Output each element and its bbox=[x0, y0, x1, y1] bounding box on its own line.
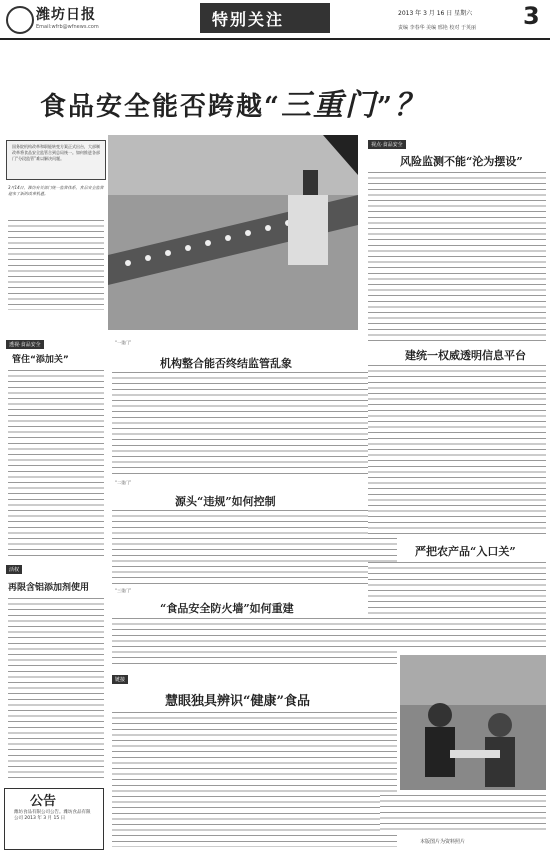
headline-quote-close: ” bbox=[376, 92, 394, 122]
newspaper-logo-icon bbox=[6, 6, 34, 34]
page-number: 3 bbox=[523, 2, 540, 30]
left-head-2: 再限含铝添加剂使用 bbox=[8, 583, 90, 593]
footer-note: 本版图片为资料照片 bbox=[420, 839, 466, 845]
sub-head-b: 源头“违规”如何控制 bbox=[175, 495, 276, 508]
right-head-2: 建统一权威透明信息平台 bbox=[405, 349, 526, 362]
paper-name: 潍坊日报 bbox=[36, 7, 96, 23]
right-text-block-3 bbox=[368, 562, 546, 650]
label-tag-2: 活权 bbox=[6, 565, 22, 574]
headline-quote-open: “ bbox=[264, 92, 281, 122]
inspection-photo bbox=[400, 655, 546, 790]
section-title: 特别关注 bbox=[212, 10, 285, 29]
paper-url: Email:wfrb@wfnews.com bbox=[36, 24, 99, 30]
right-head-3: 严把农产品“入口关” bbox=[415, 545, 516, 558]
sub-head-a: 机构整合能否终结监管乱象 bbox=[160, 357, 292, 370]
headline-text: 食品安全能否跨越 bbox=[40, 92, 265, 122]
label-tag-right: 视点·食品安全 bbox=[368, 140, 406, 149]
headline-question-mark: ？ bbox=[393, 88, 426, 123]
main-headline bbox=[40, 80, 426, 124]
issue-date: 2013 年 3 月 16 日 星期六 bbox=[398, 10, 473, 17]
center-text-block-1 bbox=[112, 372, 397, 477]
right-text-block-2 bbox=[368, 365, 546, 535]
center-text-block-3 bbox=[112, 618, 397, 668]
inspection-photo-illustration bbox=[400, 655, 546, 790]
right-head-1: 风险监测不能“沦为摆设” bbox=[400, 155, 523, 168]
link-label: 链接 bbox=[112, 675, 128, 684]
center-text-block-4 bbox=[112, 712, 397, 847]
sub-label-a: “一重门” bbox=[115, 340, 132, 345]
left-text-block bbox=[8, 220, 104, 310]
notice-body: 潍坊食品有限公司公告。潍坊食品有限公司 2013 年 3 月 15 日 bbox=[14, 810, 91, 821]
sub-label-b: “二重门” bbox=[115, 480, 132, 485]
center-text-block-2 bbox=[112, 510, 397, 585]
factory-photo bbox=[108, 135, 358, 330]
headline-quote: 三重门 bbox=[280, 88, 377, 123]
factory-photo-illustration bbox=[108, 135, 358, 330]
label-tag-1: 透视·食品安全 bbox=[6, 340, 44, 349]
top-rule bbox=[0, 38, 550, 40]
sub-label-c: “三重门” bbox=[115, 588, 132, 593]
editors-line: 责编 李春华 美编 邢艳 校对 于英丽 bbox=[398, 25, 476, 31]
left-head-1: 管住“添加关” bbox=[12, 355, 69, 365]
photo-caption-block bbox=[380, 795, 546, 833]
intro-text: 国务院机构改革和职能转变方案正式出台，大部制改革将食品安全监管合到总局统一。如何推进各部门“分段监管”难以解决问题。 bbox=[12, 144, 100, 161]
notice-title: 公告 bbox=[30, 794, 57, 809]
left-text-block-2 bbox=[8, 370, 104, 560]
photo-caption: 3月14日，潍坊有关部门统一监管体系，食品安全监管迎来了新的改革机遇。 bbox=[8, 185, 104, 196]
sub-head-c: “食品安全防火墙”如何重建 bbox=[160, 602, 294, 615]
right-text-block-1 bbox=[368, 172, 546, 342]
left-text-block-3 bbox=[8, 598, 104, 778]
link-head: 慧眼独具辨识“健康”食品 bbox=[165, 694, 310, 709]
